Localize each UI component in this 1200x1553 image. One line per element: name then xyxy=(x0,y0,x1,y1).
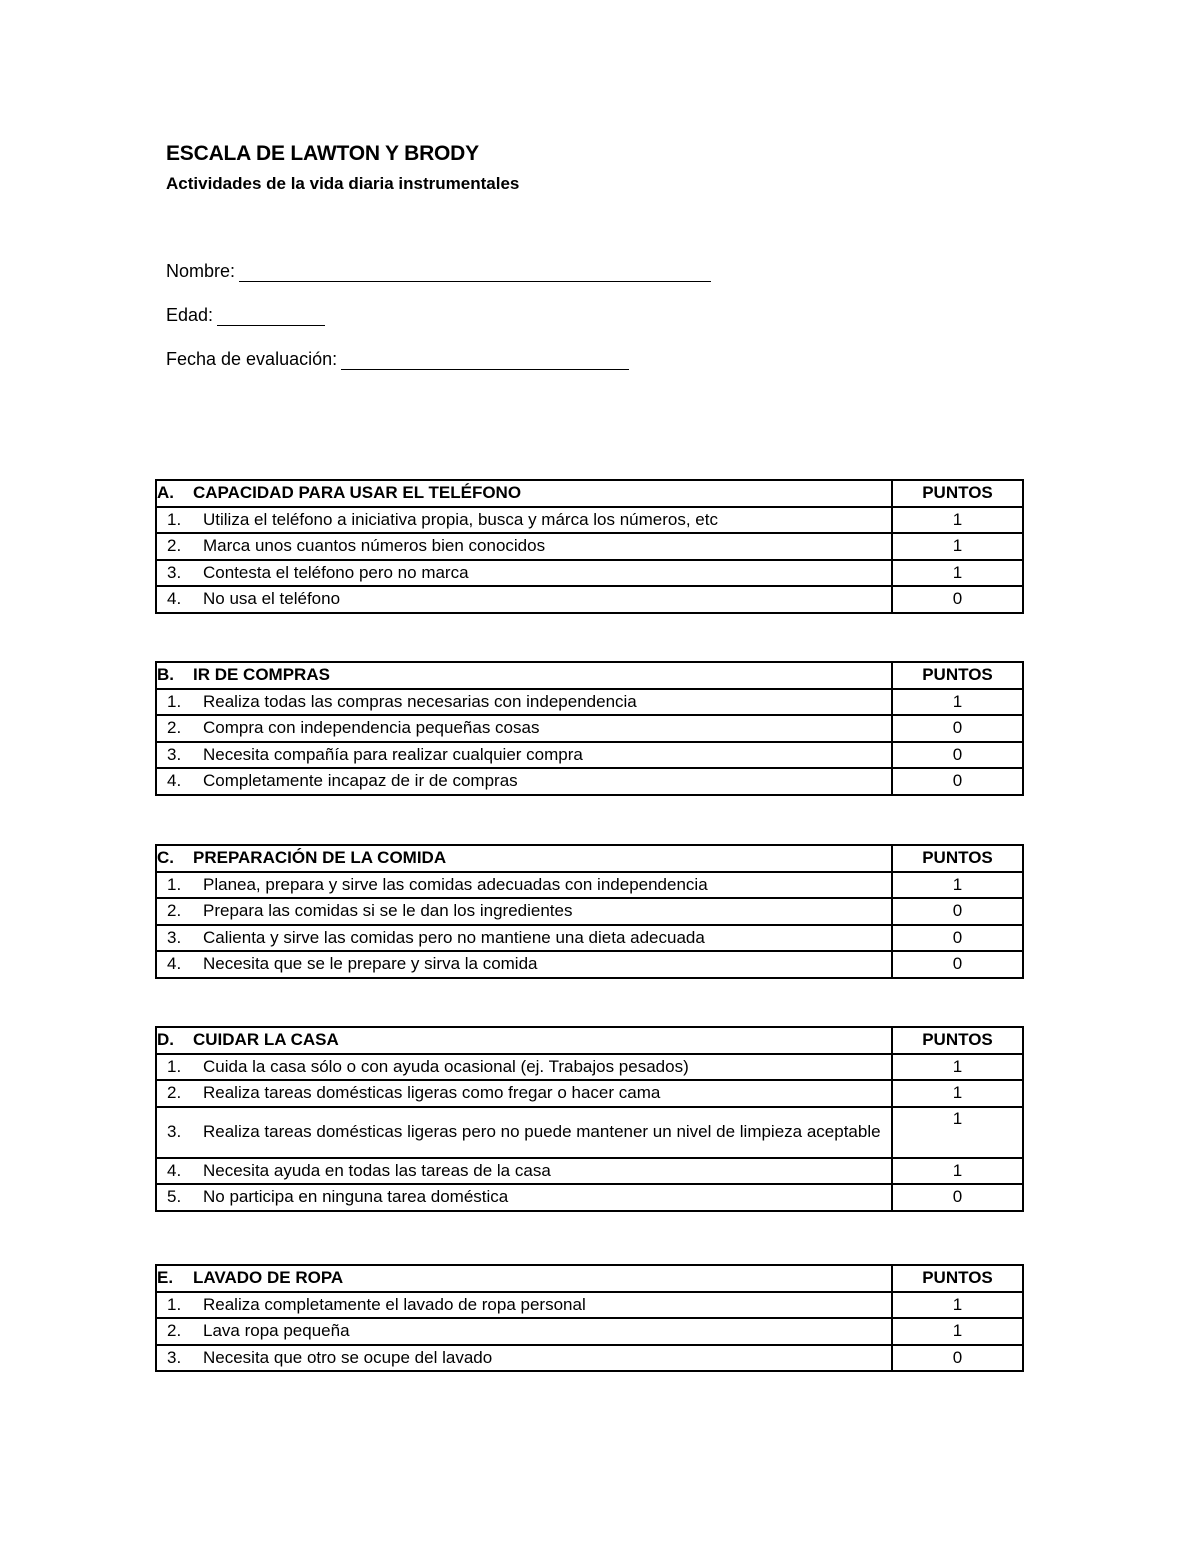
item-cell xyxy=(156,1054,892,1081)
item-cell xyxy=(156,507,892,534)
table-row xyxy=(156,533,1023,560)
item-points: 1 xyxy=(892,1158,1023,1185)
section-title xyxy=(156,1265,892,1292)
item-text: Compra con independencia pequeñas cosas xyxy=(203,718,540,738)
item-number: 1. xyxy=(167,1294,182,1314)
item-number: 1. xyxy=(167,691,182,711)
fecha-blank-line[interactable] xyxy=(341,351,629,370)
item-text: Planea, prepara y sirve las comidas adecuadas con independencia xyxy=(203,874,708,894)
table-row xyxy=(156,1292,1023,1319)
item-text: Completamente incapaz de ir de compras xyxy=(203,771,518,791)
item-number: 3. xyxy=(167,744,182,764)
section-title xyxy=(156,662,892,689)
document-subtitle: Actividades de la vida diaria instrumentales xyxy=(166,174,520,193)
section-table-e xyxy=(155,1264,1024,1372)
edad-field xyxy=(166,305,325,326)
item-number: 3. xyxy=(167,1122,182,1141)
item-text: No usa el teléfono xyxy=(203,589,341,609)
table-row xyxy=(156,586,1023,613)
table-row xyxy=(156,742,1023,769)
item-number: 1. xyxy=(167,1056,182,1076)
table-row xyxy=(156,689,1023,716)
item-text: Marca unos cuantos números bien conocidos xyxy=(203,536,546,556)
item-points: 0 xyxy=(892,742,1023,769)
nombre-field xyxy=(166,261,711,282)
item-text: Necesita que se le prepare y sirva la comida xyxy=(203,954,538,974)
item-points: 1 xyxy=(892,533,1023,560)
item-text: Realiza tareas domésticas ligeras pero no puede mantener un nivel de limpieza aceptable xyxy=(203,1122,881,1141)
table-row xyxy=(156,951,1023,978)
item-number: 2. xyxy=(167,718,182,738)
item-number: 4. xyxy=(167,771,182,791)
item-cell xyxy=(156,1345,892,1372)
table-row xyxy=(156,768,1023,795)
item-cell xyxy=(156,1184,892,1211)
item-cell xyxy=(156,560,892,587)
item-number: 3. xyxy=(167,1347,182,1367)
section-title xyxy=(156,1027,892,1054)
table-row xyxy=(156,560,1023,587)
item-points: 0 xyxy=(892,898,1023,925)
item-text: Realiza completamente el lavado de ropa personal xyxy=(203,1294,586,1314)
section-title-text: CUIDAR LA CASA xyxy=(193,1030,339,1050)
points-header: PUNTOS xyxy=(892,845,1023,872)
section-header-row xyxy=(156,1027,1023,1054)
table-row xyxy=(156,1318,1023,1345)
section-title-text: IR DE COMPRAS xyxy=(193,665,330,685)
section-letter: E. xyxy=(157,1268,174,1288)
section-header-row xyxy=(156,845,1023,872)
points-header: PUNTOS xyxy=(892,480,1023,507)
item-text: Lava ropa pequeña xyxy=(203,1321,350,1341)
points-header: PUNTOS xyxy=(892,1265,1023,1292)
section-letter: C. xyxy=(157,848,174,868)
item-number: 4. xyxy=(167,954,182,974)
fecha-label: Fecha de evaluación: xyxy=(166,349,338,369)
item-number: 5. xyxy=(167,1187,182,1207)
item-text: Realiza tareas domésticas ligeras como fregar o hacer cama xyxy=(203,1083,661,1103)
section-letter: D. xyxy=(157,1030,174,1050)
table-row xyxy=(156,715,1023,742)
item-text: Prepara las comidas si se le dan los ingredientes xyxy=(203,901,573,921)
section-header-row xyxy=(156,480,1023,507)
edad-blank-line[interactable] xyxy=(217,307,325,326)
item-cell xyxy=(156,951,892,978)
item-text: Necesita compañía para realizar cualquier compra xyxy=(203,744,583,764)
section-title xyxy=(156,480,892,507)
points-header: PUNTOS xyxy=(892,1027,1023,1054)
item-number: 4. xyxy=(167,1160,182,1180)
item-text: Necesita que otro se ocupe del lavado xyxy=(203,1347,493,1367)
section-letter: B. xyxy=(157,665,174,685)
table-row xyxy=(156,1054,1023,1081)
item-points: 0 xyxy=(892,1345,1023,1372)
item-number: 3. xyxy=(167,927,182,947)
fecha-field xyxy=(166,349,629,370)
item-points: 0 xyxy=(892,715,1023,742)
item-points: 1 xyxy=(892,1292,1023,1319)
item-points: 1 xyxy=(892,1054,1023,1081)
table-row xyxy=(156,872,1023,899)
item-text: Contesta el teléfono pero no marca xyxy=(203,562,469,582)
item-number: 2. xyxy=(167,536,182,556)
nombre-label: Nombre: xyxy=(166,261,236,281)
item-cell xyxy=(156,715,892,742)
item-points: 1 xyxy=(892,872,1023,899)
item-text: No participa en ninguna tarea doméstica xyxy=(203,1187,509,1207)
section-table-c xyxy=(155,844,1024,979)
item-points: 0 xyxy=(892,768,1023,795)
document-title: ESCALA DE LAWTON Y BRODY xyxy=(166,142,479,165)
item-text: Utiliza el teléfono a iniciativa propia, busca y márca los números, etc xyxy=(203,509,718,529)
item-points: 1 xyxy=(892,689,1023,716)
item-text: Cuida la casa sólo o con ayuda ocasional (ej. Trabajos pesados) xyxy=(203,1056,689,1076)
item-points: 0 xyxy=(892,586,1023,613)
section-table-d xyxy=(155,1026,1024,1212)
item-cell xyxy=(156,586,892,613)
item-text: Calienta y sirve las comidas pero no mantiene una dieta adecuada xyxy=(203,927,705,947)
item-cell xyxy=(156,533,892,560)
item-number: 1. xyxy=(167,874,182,894)
table-row xyxy=(156,1107,1023,1158)
table-row xyxy=(156,925,1023,952)
item-cell xyxy=(156,768,892,795)
item-number: 2. xyxy=(167,1321,182,1341)
item-cell xyxy=(156,925,892,952)
item-cell xyxy=(156,1318,892,1345)
item-points: 1 xyxy=(892,507,1023,534)
section-table-b xyxy=(155,661,1024,796)
table-row xyxy=(156,507,1023,534)
nombre-blank-line[interactable] xyxy=(239,263,711,282)
item-cell xyxy=(156,1080,892,1107)
section-title xyxy=(156,845,892,872)
item-points: 1 xyxy=(892,1107,1023,1158)
table-row xyxy=(156,1184,1023,1211)
item-cell xyxy=(156,872,892,899)
section-title-text: LAVADO DE ROPA xyxy=(193,1268,344,1288)
table-row xyxy=(156,1080,1023,1107)
item-number: 2. xyxy=(167,1083,182,1103)
item-cell xyxy=(156,898,892,925)
item-points: 0 xyxy=(892,925,1023,952)
item-points: 1 xyxy=(892,1318,1023,1345)
item-points: 0 xyxy=(892,951,1023,978)
section-table-a xyxy=(155,479,1024,614)
item-cell xyxy=(156,1107,892,1158)
item-points: 1 xyxy=(892,1080,1023,1107)
section-header-row xyxy=(156,662,1023,689)
edad-label: Edad: xyxy=(166,305,214,325)
section-title-text: PREPARACIÓN DE LA COMIDA xyxy=(193,848,447,868)
item-text: Necesita ayuda en todas las tareas de la casa xyxy=(203,1160,551,1180)
table-row xyxy=(156,1158,1023,1185)
section-letter: A. xyxy=(157,483,174,503)
item-cell xyxy=(156,1292,892,1319)
item-cell xyxy=(156,742,892,769)
section-title-text: CAPACIDAD PARA USAR EL TELÉFONO xyxy=(193,483,522,503)
section-header-row xyxy=(156,1265,1023,1292)
item-number: 2. xyxy=(167,901,182,921)
points-header: PUNTOS xyxy=(892,662,1023,689)
item-number: 1. xyxy=(167,509,182,529)
item-cell xyxy=(156,1158,892,1185)
item-number: 4. xyxy=(167,589,182,609)
item-points: 0 xyxy=(892,1184,1023,1211)
item-number: 3. xyxy=(167,562,182,582)
table-row xyxy=(156,1345,1023,1372)
item-cell xyxy=(156,689,892,716)
table-row xyxy=(156,898,1023,925)
item-text: Realiza todas las compras necesarias con independencia xyxy=(203,691,637,711)
item-points: 1 xyxy=(892,560,1023,587)
